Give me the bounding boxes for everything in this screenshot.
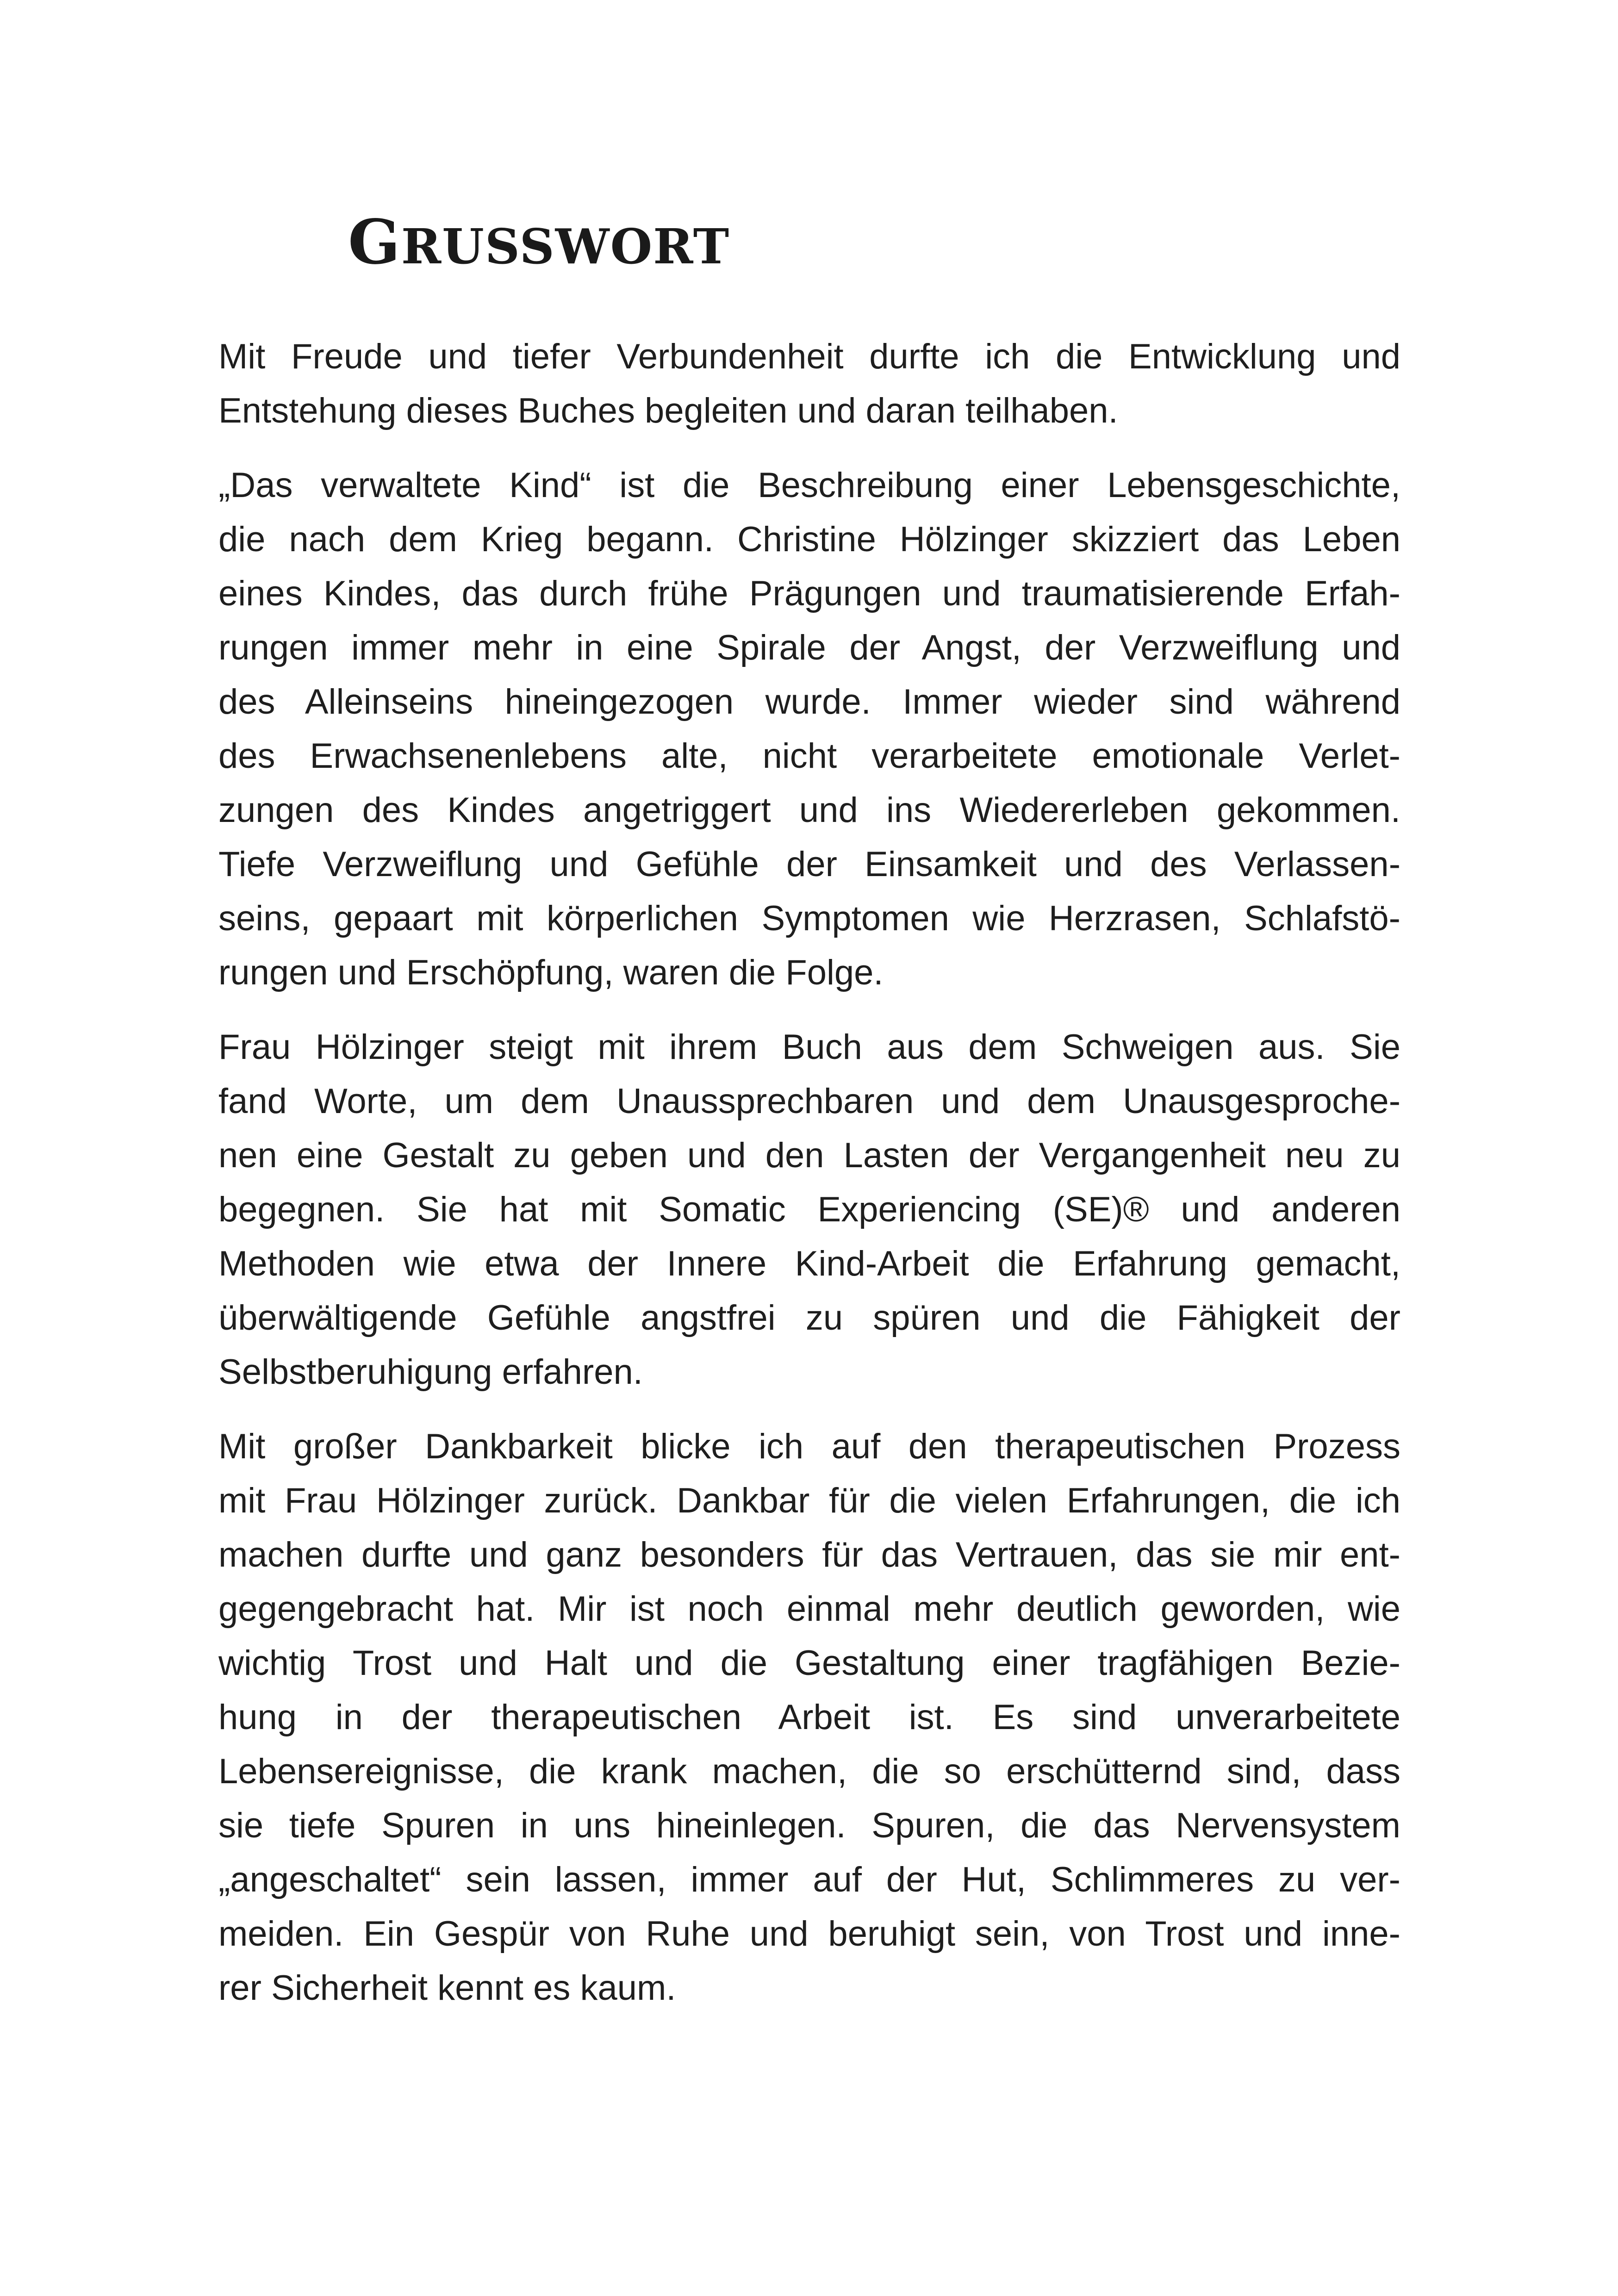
text-line: Entstehung dieses Buches begleiten und daran teilhaben. (218, 391, 1118, 430)
text-line: mit Frau Hölzinger zurück. Dankbar für die vielen Erfahrungen, die ich (218, 1481, 1400, 1520)
text-line: die nach dem Krieg begann. Christine Hölzinger skizziert das Leben (218, 520, 1400, 559)
text-line: des Alleinseins hineingezogen wurde. Immer wieder sind während (218, 682, 1400, 722)
text-line: begegnen. Sie hat mit Somatic Experiencing (SE)® und anderen (218, 1190, 1400, 1229)
text-line: nen eine Gestalt zu geben und den Lasten der Vergangenheit neu zu (218, 1136, 1400, 1175)
heading-initial: G (348, 206, 401, 278)
text-line: „angeschaltet“ sein lassen, immer auf der Hut, Schlimmeres zu ver- (218, 1860, 1400, 1899)
text-line: Mit großer Dankbarkeit blicke ich auf den therapeutischen Prozess (218, 1427, 1400, 1466)
text-line: Methoden wie etwa der Innere Kind-Arbeit die Erfahrung gemacht, (218, 1244, 1400, 1283)
text-line: meiden. Ein Gespür von Ruhe und beruhigt sein, von Trost und inne- (218, 1914, 1400, 1954)
text-line: „Das verwaltete Kind“ ist die Beschreibung einer Lebensgeschichte, (218, 466, 1400, 505)
heading-rest: RUSSWORT (401, 218, 730, 275)
chapter-heading (348, 206, 730, 278)
paragraph-3 (218, 1020, 1400, 1399)
text-line: Frau Hölzinger steigt mit ihrem Buch aus dem Schweigen aus. Sie (218, 1027, 1400, 1067)
text-line: des Erwachsenenlebens alte, nicht verarbeitete emotionale Verlet- (218, 736, 1400, 776)
text-line: fand Worte, um dem Unaussprechbaren und dem Unausgesproche- (218, 1082, 1400, 1121)
text-line: rungen immer mehr in eine Spirale der Angst, der Verzweiflung und (218, 628, 1400, 667)
text-line: zungen des Kindes angetriggert und ins Wiedererleben gekommen. (218, 790, 1400, 830)
text-line: Mit Freude und tiefer Verbundenheit durfte ich die Entwicklung und (218, 337, 1400, 376)
text-line: wichtig Trost und Halt und die Gestaltung einer tragfähigen Bezie- (218, 1643, 1400, 1683)
text-line: rer Sicherheit kennt es kaum. (218, 1968, 676, 2008)
paragraph-2 (218, 458, 1400, 1000)
text-line: Selbstberuhigung erfahren. (218, 1352, 643, 1392)
paragraph-1 (218, 330, 1400, 438)
paragraph-4 (218, 1419, 1400, 2015)
text-line: machen durfte und ganz besonders für das Vertrauen, das sie mir ent- (218, 1535, 1400, 1574)
text-line: überwältigende Gefühle angstfrei zu spüren und die Fähigkeit der (218, 1298, 1400, 1338)
text-line: rungen und Erschöpfung, waren die Folge. (218, 953, 884, 992)
text-line: gegengebracht hat. Mir ist noch einmal mehr deutlich geworden, wie (218, 1589, 1400, 1629)
body-text (218, 330, 1400, 2035)
text-line: hung in der therapeutischen Arbeit ist. Es sind unverarbeitete (218, 1698, 1400, 1737)
text-line: Lebensereignisse, die krank machen, die so erschütternd sind, dass (218, 1752, 1400, 1791)
text-line: eines Kindes, das durch frühe Prägungen und traumatisierende Erfah- (218, 574, 1400, 613)
text-line: sie tiefe Spuren in uns hineinlegen. Spuren, die das Nervensystem (218, 1806, 1400, 1845)
text-line: Tiefe Verzweiflung und Gefühle der Einsamkeit und des Verlassen- (218, 845, 1400, 884)
text-line: seins, gepaart mit körperlichen Symptomen wie Herzrasen, Schlafstö- (218, 899, 1400, 938)
